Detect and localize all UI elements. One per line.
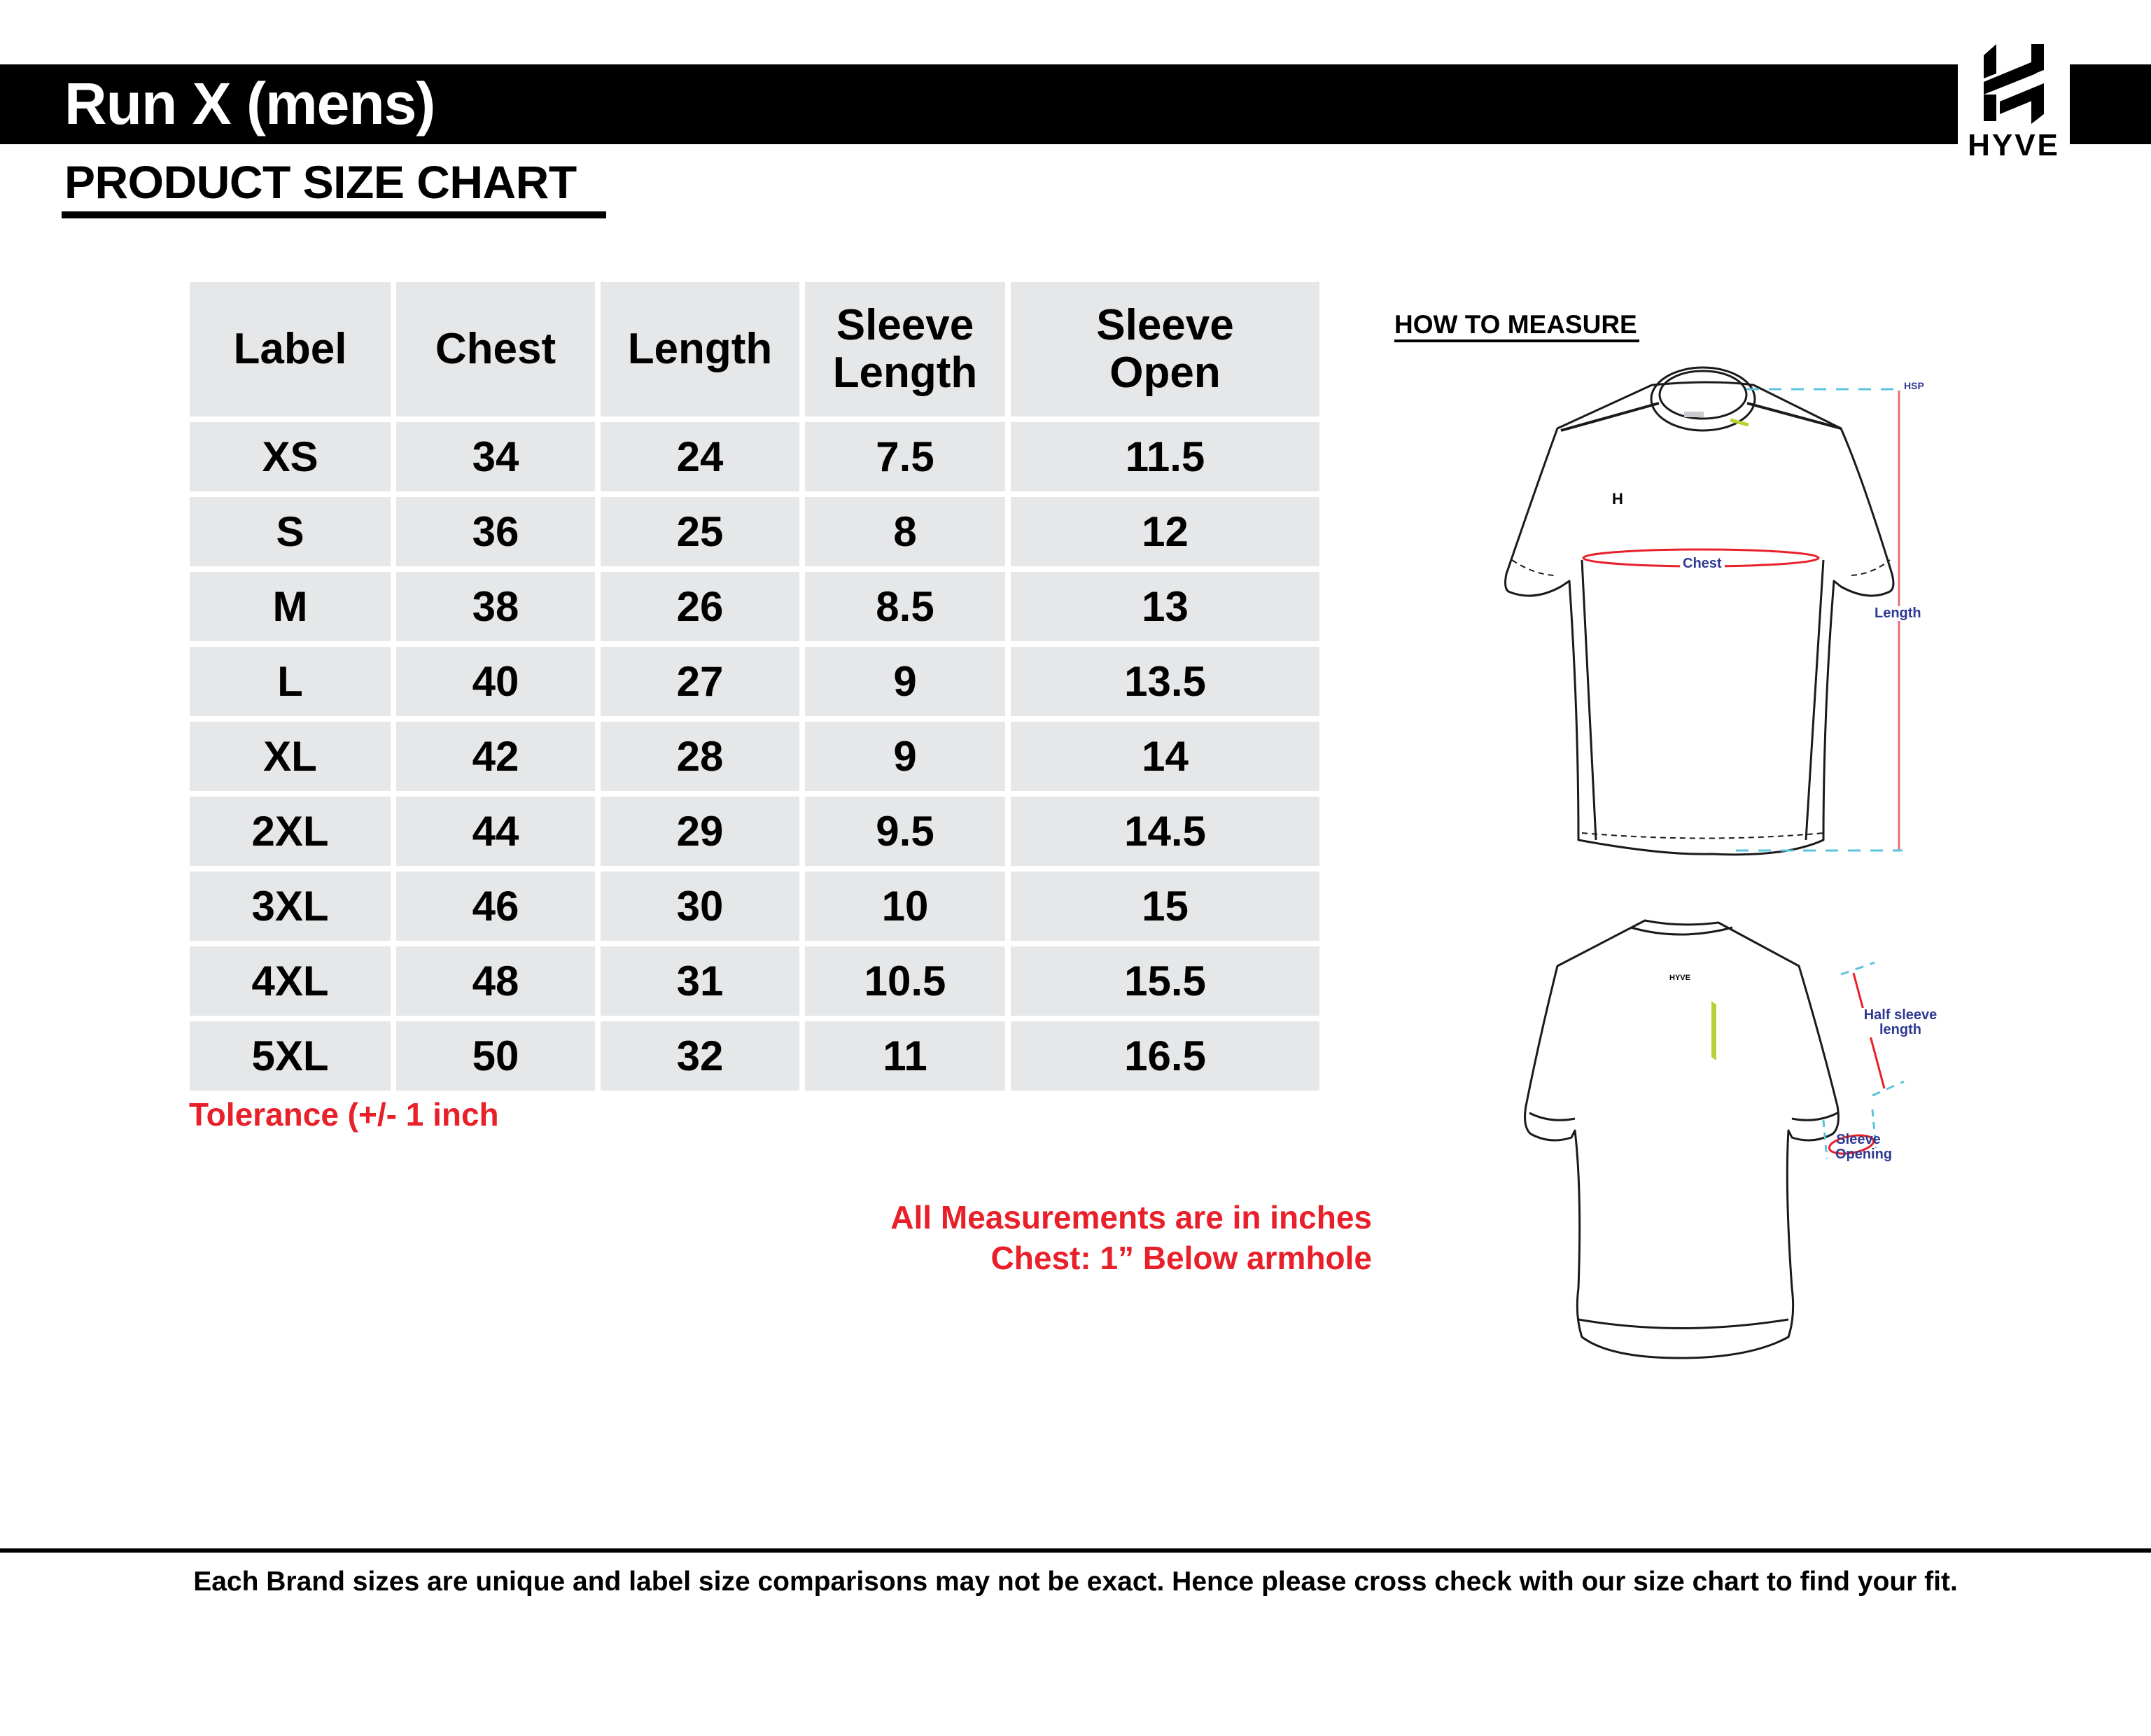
cell-length: 27 [601,647,799,716]
cell-sleeve-open: 14 [1011,722,1319,791]
table-row [190,797,1319,866]
cell-chest: 44 [396,797,595,866]
column-header-sleeve-length-text: Sleeve Length [832,300,978,397]
cell-length: 28 [601,722,799,791]
sleeve-opening-label: Sleeve Opening [1835,1132,1893,1162]
section-title-underline [62,211,606,218]
cell-chest: 42 [396,722,595,791]
cell-label: S [190,497,391,566]
size-chart-table [190,282,1319,1096]
cell-chest: 48 [396,946,595,1016]
how-to-measure-underline [1394,340,1639,342]
cell-sleeve-length: 7.5 [805,422,1005,491]
cell-sleeve-length: 9 [805,722,1005,791]
table-row [190,572,1319,641]
section-title: PRODUCT SIZE CHART [64,156,577,208]
tolerance-note: Tolerance (+/- 1 inch [189,1096,499,1133]
svg-text:HYVE: HYVE [1669,974,1690,982]
footer-divider [0,1548,2151,1553]
cell-sleeve-open: 16.5 [1011,1021,1319,1091]
column-header-sleeve-open [1011,282,1319,416]
cell-label: XL [190,722,391,791]
units-note: All Measurements are in inches [890,1199,1372,1236]
logo-wordmark: HYVE [1968,128,2060,162]
table-row [190,422,1319,491]
cell-label: L [190,647,391,716]
chest-note: Chest: 1” Below armhole [990,1240,1372,1276]
cell-sleeve-open: 15 [1011,872,1319,941]
cell-label: 5XL [190,1021,391,1091]
cell-chest: 38 [396,572,595,641]
cell-sleeve-length: 10.5 [805,946,1005,1016]
cell-length: 31 [601,946,799,1016]
cell-label: XS [190,422,391,491]
cell-label: 3XL [190,872,391,941]
cell-sleeve-length: 10 [805,872,1005,941]
cell-length: 29 [601,797,799,866]
cell-sleeve-length: 9 [805,647,1005,716]
cell-chest: 50 [396,1021,595,1091]
half-sleeve-length-label: Half sleeve length [1862,1008,1939,1037]
table-row [190,1021,1319,1091]
table-row [190,722,1319,791]
footer-disclaimer: Each Brand sizes are unique and label size comparisons may not be exact. Hence please cross check with our size chart to find your fit. [193,1567,1958,1597]
cell-label: M [190,572,391,641]
column-header-sleeve-open-text: Sleeve Open [1096,300,1234,397]
table-row [190,497,1319,566]
cell-chest: 34 [396,422,595,491]
cell-sleeve-open: 12 [1011,497,1319,566]
table-row [190,872,1319,941]
cell-label: 2XL [190,797,391,866]
measurement-diagram [1470,350,2030,1400]
cell-sleeve-length: 8.5 [805,572,1005,641]
table-row [190,647,1319,716]
cell-label: 4XL [190,946,391,1016]
cell-sleeve-open: 15.5 [1011,946,1319,1016]
brand-logo [1958,38,2070,172]
cell-length: 26 [601,572,799,641]
back-tshirt-icon [1470,896,2030,1400]
cell-sleeve-open: 13 [1011,572,1319,641]
hyve-h-logo-icon [1958,38,2070,130]
length-label: Length [1875,606,1921,621]
cell-chest: 46 [396,872,595,941]
column-header-sleeve-length [805,282,1005,416]
hsp-label: HSP [1904,380,1924,391]
column-header-chest: Chest [396,282,595,416]
cell-sleeve-open: 14.5 [1011,797,1319,866]
front-tshirt-icon [1470,350,2030,882]
cell-sleeve-open: 11.5 [1011,422,1319,491]
cell-sleeve-length: 11 [805,1021,1005,1091]
cell-length: 24 [601,422,799,491]
chest-label: Chest [1680,556,1725,571]
table-row [190,946,1319,1016]
how-to-measure-title: HOW TO MEASURE [1394,310,1637,339]
cell-sleeve-open: 13.5 [1011,647,1319,716]
cell-chest: 40 [396,647,595,716]
cell-sleeve-length: 9.5 [805,797,1005,866]
cell-length: 32 [601,1021,799,1091]
column-header-label: Label [190,282,391,416]
page-title: Run X (mens) [64,71,435,136]
cell-length: 30 [601,872,799,941]
svg-text:H: H [1612,490,1623,507]
cell-sleeve-length: 8 [805,497,1005,566]
column-header-length: Length [601,282,799,416]
cell-chest: 36 [396,497,595,566]
cell-length: 25 [601,497,799,566]
table-header-row [190,282,1319,416]
